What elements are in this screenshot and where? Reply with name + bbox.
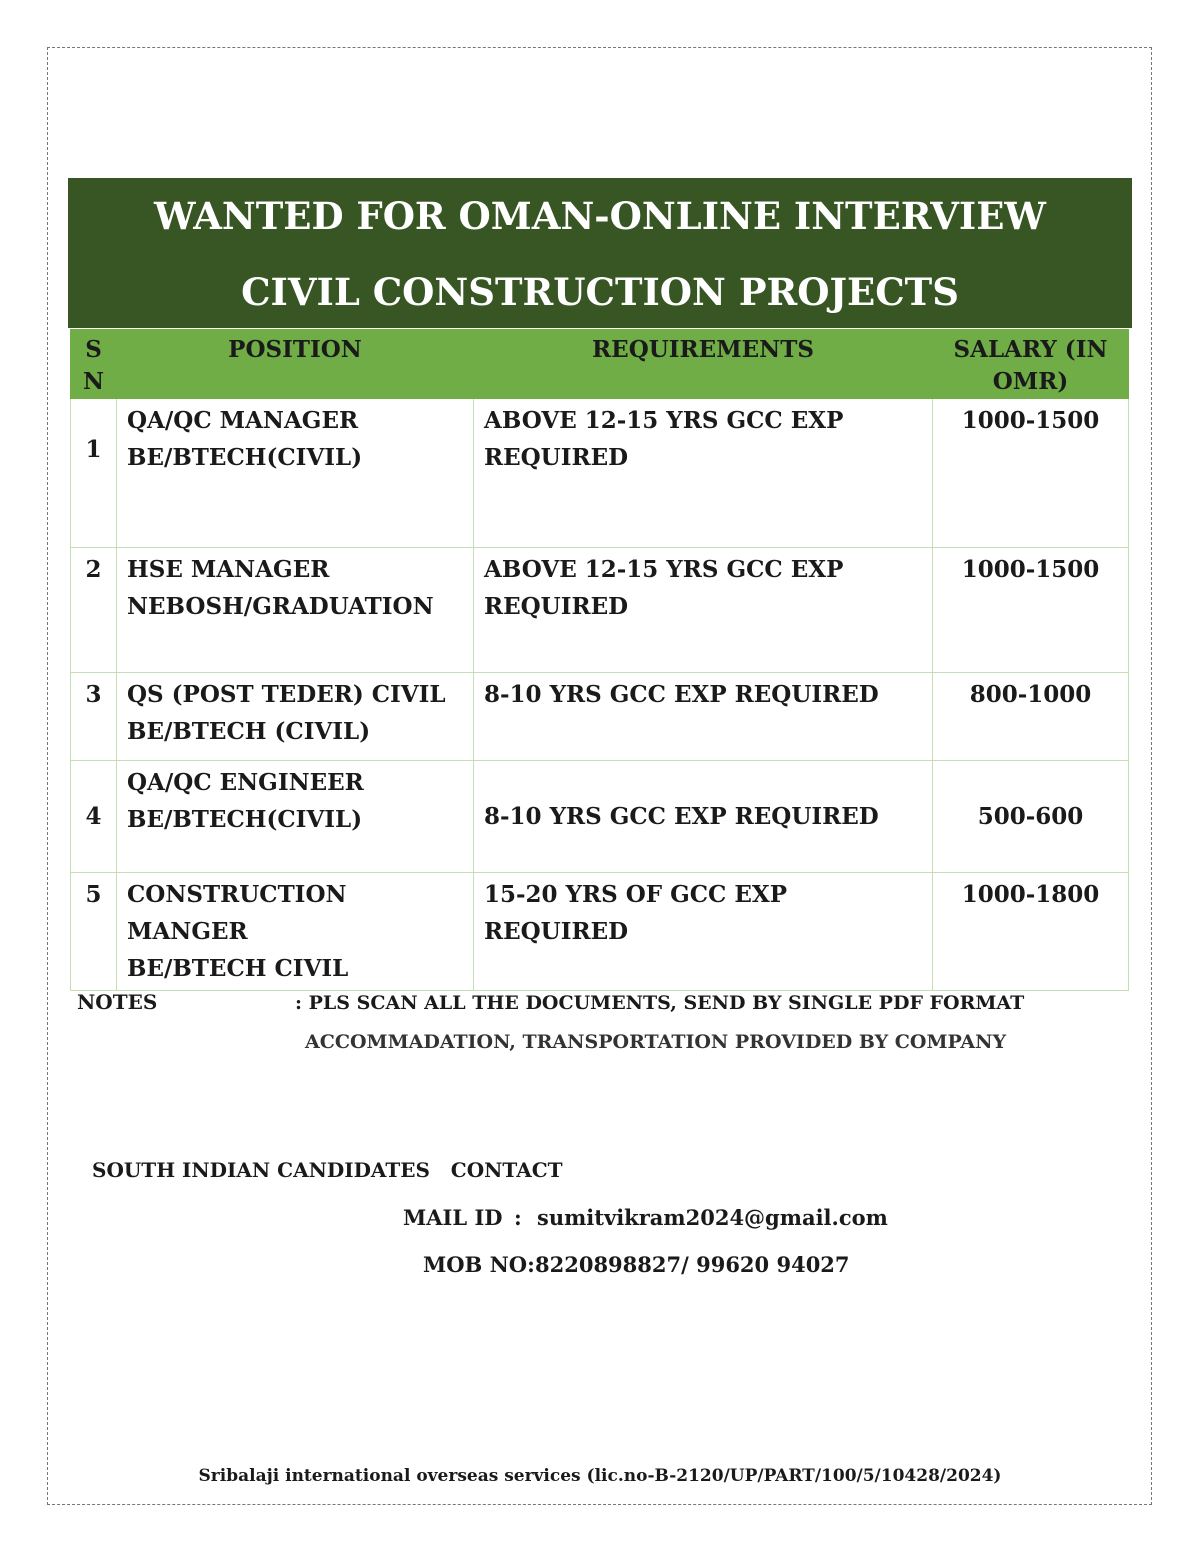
row-position <box>117 399 474 548</box>
row-requirements: 8-10 YRS GCC EXP REQUIRED <box>474 761 933 873</box>
column-header-requirements: REQUIREMENTS <box>474 330 933 399</box>
row-salary: 1000-1500 <box>933 548 1129 673</box>
row-position <box>117 761 474 873</box>
row-position <box>117 673 474 761</box>
row-sn: 2 <box>71 548 117 673</box>
mail-separator: : <box>514 1205 522 1230</box>
title-line-1: WANTED FOR OMAN-ONLINE INTERVIEW <box>154 194 1046 238</box>
footer-license: Sribalaji international overseas services (lic.no-B-2120/UP/PART/100/5/10428/2024) <box>198 1466 1002 1486</box>
notes-line-2: ACCOMMADATION, TRANSPORTATION PROVIDED BY COMPANY <box>305 1031 1007 1053</box>
position-title: QA/QC ENGINEER <box>127 769 364 796</box>
row-requirements: 15-20 YRS OF GCC EXP REQUIRED <box>474 873 933 991</box>
column-header-sn: S N <box>71 330 117 399</box>
row-salary: 500-600 <box>933 761 1129 873</box>
column-header-position: POSITION <box>117 330 474 399</box>
table-row <box>71 548 1129 673</box>
title-banner <box>68 178 1132 328</box>
row-requirements: ABOVE 12-15 YRS GCC EXP REQUIRED <box>474 548 933 673</box>
table-row <box>71 673 1129 761</box>
mail-label: MAIL ID <box>403 1205 503 1230</box>
title-line-2: CIVIL CONSTRUCTION PROJECTS <box>241 270 959 314</box>
contact-heading: SOUTH INDIAN CANDIDATES CONTACT <box>92 1158 563 1182</box>
row-requirements: 8-10 YRS GCC EXP REQUIRED <box>474 673 933 761</box>
row-sn: 3 <box>71 673 117 761</box>
row-salary: 800-1000 <box>933 673 1129 761</box>
column-header-salary: SALARY (IN OMR) <box>933 330 1129 399</box>
row-salary: 1000-1800 <box>933 873 1129 991</box>
email-address: sumitvikram2024@gmail.com <box>537 1205 888 1230</box>
mobile-label: MOB NO: <box>423 1252 535 1277</box>
notes-line-1: : PLS SCAN ALL THE DOCUMENTS, SEND BY SINGLE PDF FORMAT <box>295 992 1025 1014</box>
row-position <box>117 873 474 991</box>
row-salary: 1000-1500 <box>933 399 1129 548</box>
table-row <box>71 399 1129 548</box>
notes-label: NOTES <box>77 990 158 1014</box>
jobs-table <box>70 329 1129 991</box>
row-sn: 1 <box>71 399 117 548</box>
row-sn: 4 <box>71 761 117 873</box>
position-qualification: BE/BTECH(CIVIL) <box>127 444 363 471</box>
table-header-row <box>71 330 1129 399</box>
position-title: HSE MANAGER <box>127 556 330 583</box>
position-qualification: BE/BTECH (CIVIL) <box>127 718 371 745</box>
table-row <box>71 873 1129 991</box>
position-qualification: BE/BTECH CIVIL <box>127 955 349 982</box>
position-title: QS (POST TEDER) CIVIL <box>127 681 446 708</box>
table-row <box>71 761 1129 873</box>
position-title: QA/QC MANAGER <box>127 407 359 434</box>
mobile-number: 8220898827/ 99620 94027 <box>535 1252 850 1277</box>
position-qualification: NEBOSH/GRADUATION <box>127 593 434 620</box>
row-position <box>117 548 474 673</box>
row-requirements: ABOVE 12-15 YRS GCC EXP REQUIRED <box>474 399 933 548</box>
position-title: CONSTRUCTION MANGER <box>127 881 347 945</box>
position-qualification: BE/BTECH(CIVIL) <box>127 806 363 833</box>
row-sn: 5 <box>71 873 117 991</box>
